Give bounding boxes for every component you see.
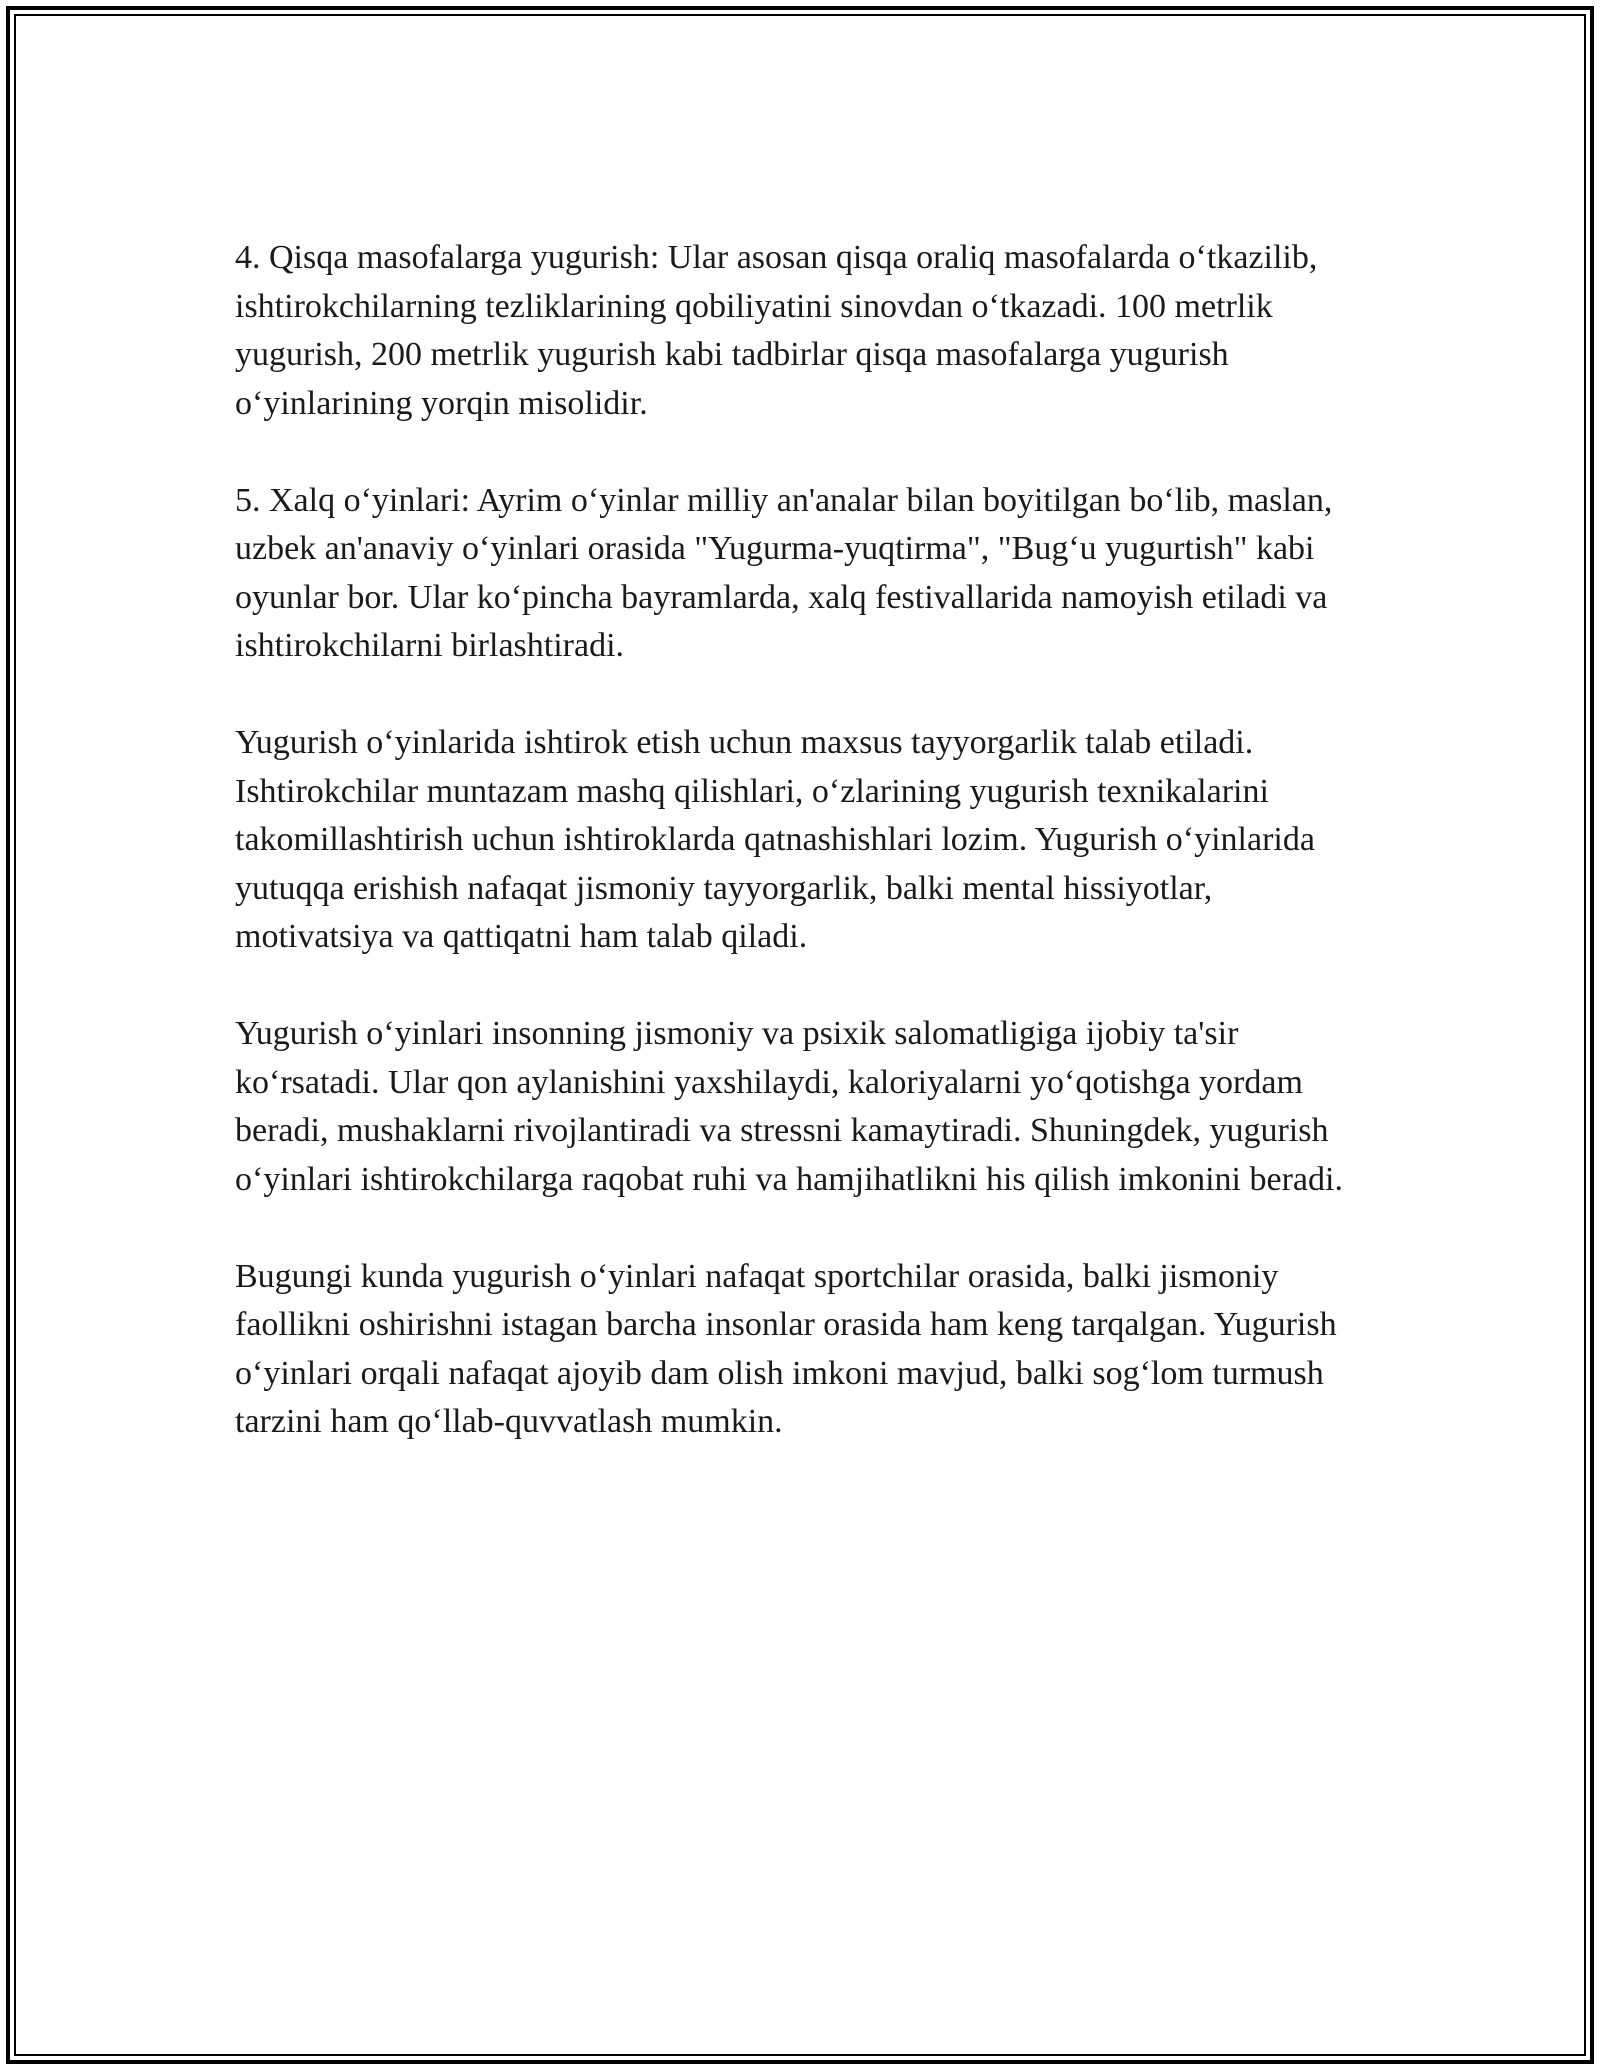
paragraph-folk-games: 5. Xalq o‘yinlari: Ayrim o‘yinlar milliy an'analar bilan boyitilgan bo‘lib, maslan, uzbek an'anaviy o‘yinlari orasida "Yugurma-yuqtirma", "Bug‘u yugurtish" kabi oyunlar bor. Ular ko‘pincha bayramlarda, xalq festivallarida namoyish etiladi va ishtirokchilarni birlashtiradi. [235, 481, 1333, 664]
paragraph-health-benefits: Yugurish o‘yinlari insonning jismoniy va psixik salomatligiga ijobiy ta'sir ko‘rsatadi. Ular qon aylanishini yaxshilaydi, kaloriyalarni yo‘qotishga yordam beradi, mushaklarni rivojlantiradi va stressni kamaytiradi. Shuningdek, yugurish o‘yinlari ishtirokchilarga raqobat ruhi va hamjihatlikni his qilish imkonini beradi. [235, 1015, 1343, 1198]
document-body [235, 234, 1375, 1495]
paragraph-today: Bugungi kunda yugurish o‘yinlari nafaqat sportchilar orasida, balki jismoniy faollikni oshirishni istagan barcha insonlar orasida ham keng tarqalgan. Yugurish o‘yinlari orqali nafaqat ajoyib dam olish imkoni mavjud, balki sog‘lom turmush tarzini ham qo‘llab-quvvatlash mumkin. [235, 1257, 1337, 1440]
paragraph-short-distance-running: 4. Qisqa masofalarga yugurish: Ular asosan qisqa oraliq masofalarda o‘tkazilib, ishtirokchilarning tezliklarining qobiliyatini sinovdan o‘tkazadi. 100 metrlik yugurish, 200 metrlik yugurish kabi tadbirlar qisqa masofalarga yugurish o‘yinlarining yorqin misolidir. [235, 239, 1318, 422]
paragraph-preparation: Yugurish o‘yinlarida ishtirok etish uchun maxsus tayyorgarlik talab etiladi. Ishtirokchilar muntazam mashq qilishlari, o‘zlarining yugurish texnikalarini takomillashtirish uchun ishtiroklarda qatnashishlari lozim. Yugurish o‘yinlarida yutuqqa erishish nafaqat jismoniy tayyorgarlik, balki mental hissiyotlar, motivatsiya va qattiqatni ham talab qiladi. [235, 724, 1315, 955]
